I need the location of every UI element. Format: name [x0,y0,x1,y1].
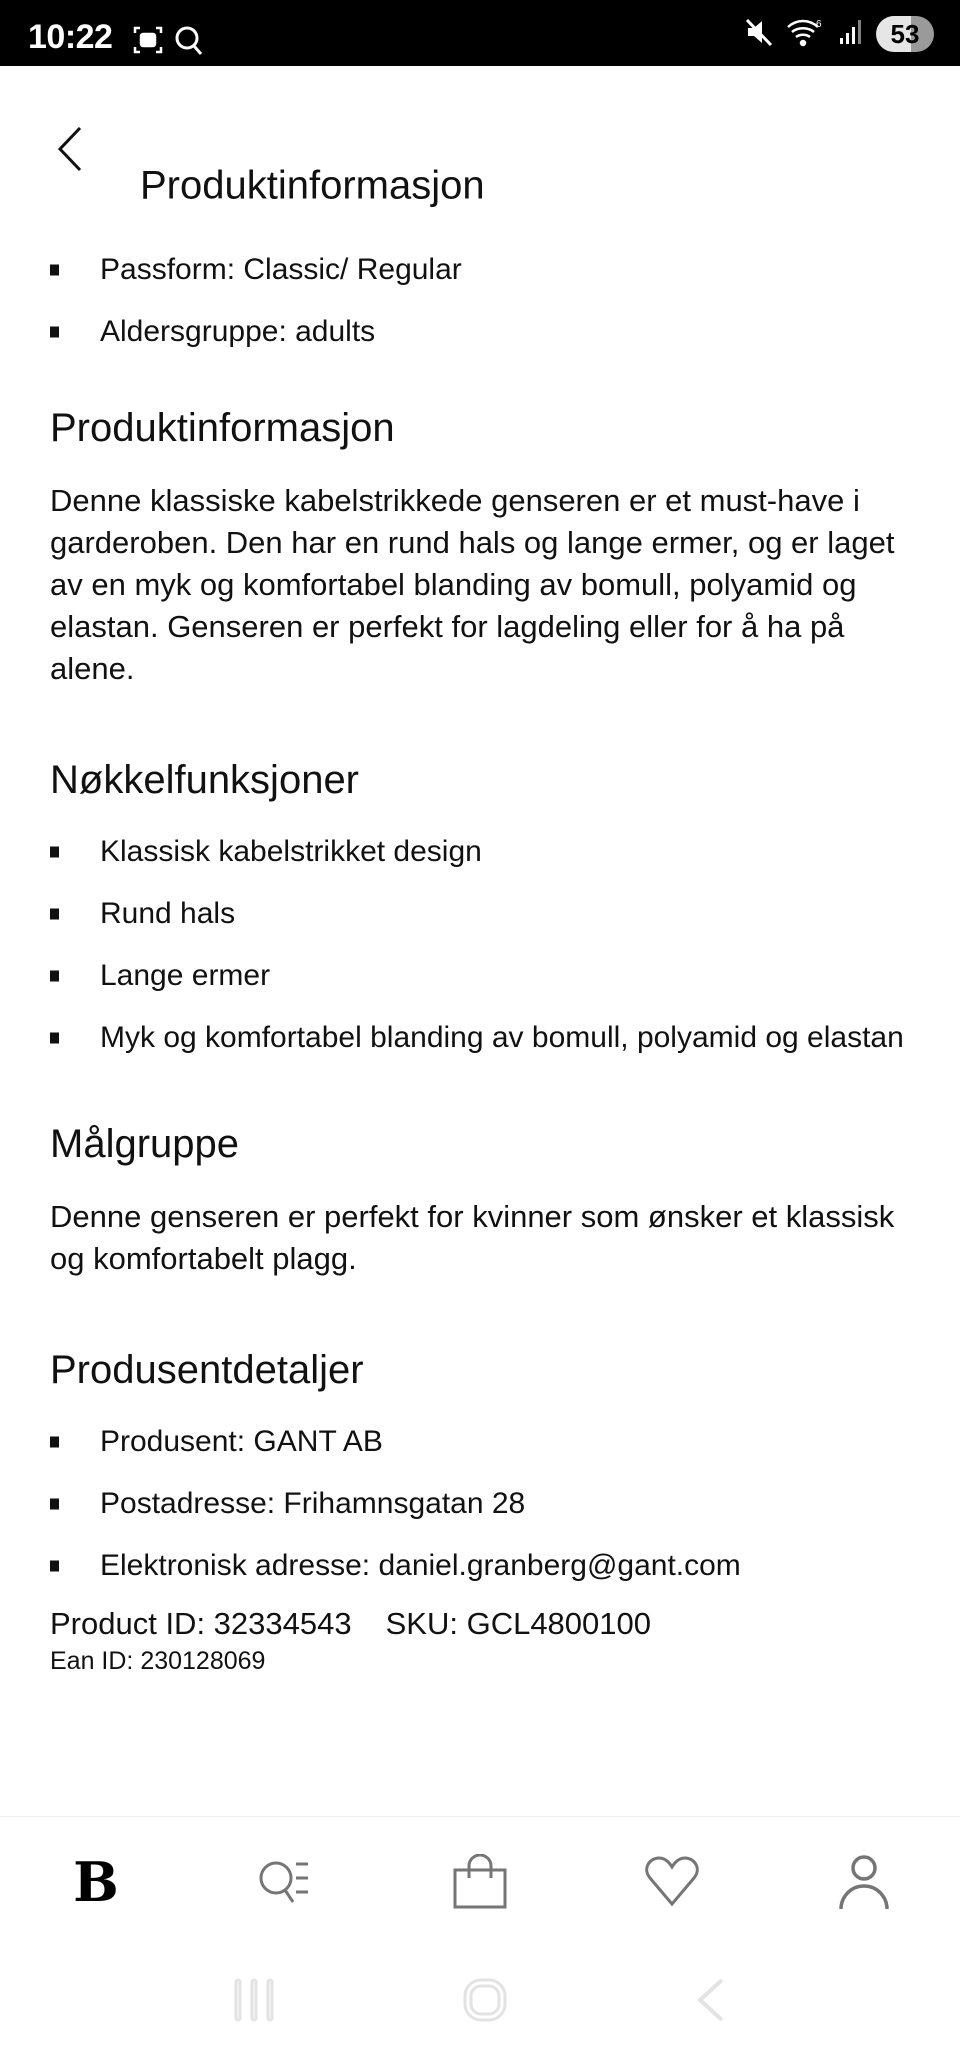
recent-apps-icon[interactable] [232,1977,276,2028]
list-item: Elektronisk adresse: daniel.granberg@gant.com [50,1546,910,1586]
ean-id: Ean ID: 230128069 [50,1647,266,1675]
svg-text:6: 6 [816,18,822,30]
wifi-6-icon [786,17,826,52]
system-nav-bar [0,1946,960,2059]
section-heading-manufacturer: Produsentdetaljer [50,1348,364,1392]
back-icon[interactable] [694,1976,728,2029]
screenshot-icon [132,24,164,61]
manufacturer-list [50,1422,910,1586]
list-item: Produsent: GANT AB [50,1422,910,1462]
list-item: Rund hals [50,894,910,934]
home-icon[interactable] [461,1976,509,2029]
target-group-description: Denne genseren er perfekt for kvinner som ønsker et klassisk og komfortabelt plagg. [50,1199,895,1276]
nav-wishlist[interactable] [617,1842,727,1922]
nav-home[interactable] [41,1842,151,1922]
product-description: Denne klassiske kabelstrikkede genseren er et must-have i garderoben. Den har en rund hals og lange ermer, og er laget av en myk og komfortabel blanding av bomull, polyamid og elastan. Genseren er perfekt for lagdeling eller for å ha på alene. [50,483,895,686]
search-list-icon [256,1856,320,1908]
nav-search[interactable] [233,1842,343,1922]
app-header [0,66,960,226]
heart-icon [644,1856,700,1908]
nav-bag[interactable] [425,1842,535,1922]
mute-icon [744,17,774,52]
signal-icon [838,18,864,51]
user-icon [838,1854,890,1910]
shopping-bag-icon [452,1854,508,1910]
section-heading-target-group: Målgruppe [50,1122,240,1166]
list-item: Aldersgruppe: adults [50,312,910,352]
status-time: 10:22 [28,18,113,56]
product-id: Product ID: 32334543 [50,1606,352,1641]
sku: SKU: GCL4800100 [385,1606,652,1641]
brand-logo-icon: B [73,1849,119,1914]
page-title: Produktinformasjon [140,163,485,208]
bottom-nav [0,1816,960,1946]
search-icon [174,24,204,61]
section-heading-product-info: Produktinformasjon [50,406,395,450]
nav-account[interactable] [809,1842,919,1922]
section-heading-key-features: Nøkkelfunksjoner [50,758,360,802]
content-scroll-area[interactable] [50,250,910,1678]
list-item: Myk og komfortabel blanding av bomull, polyamid og elastan [50,1018,910,1058]
back-button[interactable] [50,124,90,174]
key-features-list [50,832,910,1058]
list-item: Klassisk kabelstrikket design [50,832,910,872]
chevron-left-icon [50,124,90,174]
battery-icon: 53 [876,16,934,52]
list-item: Passform: Classic/ Regular [50,250,910,290]
list-item: Postadresse: Frihamnsgatan 28 [50,1484,910,1524]
product-identifiers [50,1604,910,1644]
attribute-list [50,250,910,352]
status-bar [0,0,960,66]
list-item: Lange ermer [50,956,910,996]
